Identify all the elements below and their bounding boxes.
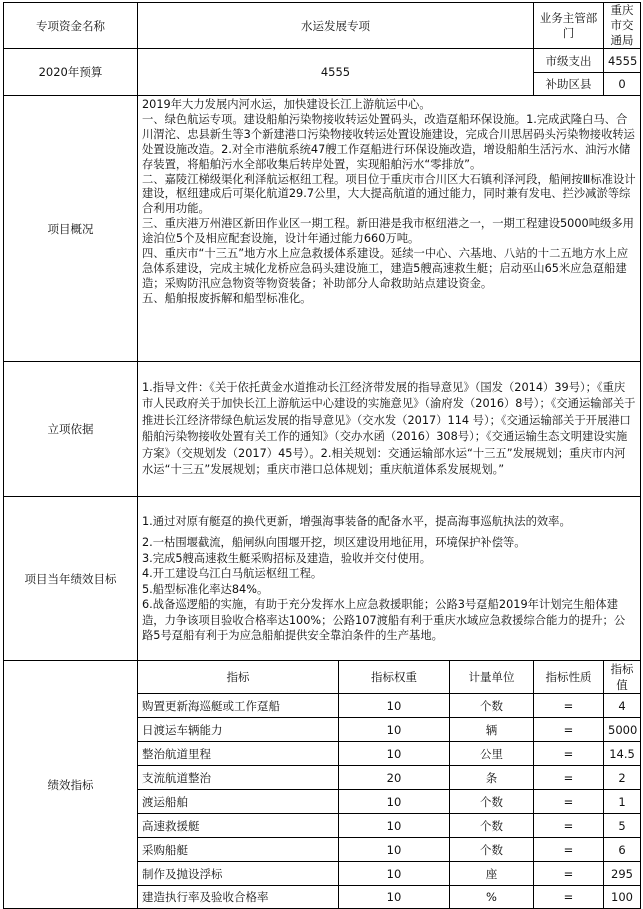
overview-text	[138, 96, 641, 362]
indicator-weight: 10	[339, 814, 450, 838]
indicator-value: 14.5	[604, 742, 641, 766]
indicator-nature: =	[534, 718, 604, 742]
indicator-weight: 10	[339, 742, 450, 766]
indicator-value: 5	[604, 814, 641, 838]
indicator-name: 整治航道里程	[138, 742, 339, 766]
overview-paragraph: 二、嘉陵江梯级渠化利泽航运枢纽工程。项目位于重庆市合川区大石镇利泽河段，船闸按Ⅲ标准设计建设，枢纽建成后可渠化航道29.7公里，大大提高航道的通过能力，同时兼有发电、拦沙减淤等综合利用功能。	[142, 172, 636, 216]
district-subsidy-label: 补助区县	[534, 73, 604, 96]
target-item: 4.开工建设乌江白马航运枢纽工程。	[142, 567, 323, 580]
indicator-value: 2	[604, 766, 641, 790]
indicator-name: 采购船艇	[138, 838, 339, 862]
indicator-name: 支流航道整治	[138, 766, 339, 790]
indicator-header-unit: 计量单位	[450, 661, 534, 694]
overview-paragraph: 三、重庆港万州港区新田作业区一期工程。新田港是我市枢纽港之一，一期工程建设5000吨级多用途泊位5个及相应配套设施，设计年通过能力660万吨。	[142, 217, 634, 246]
dept-label: 业务主管部门	[534, 3, 604, 49]
indicator-name: 高速救援艇	[138, 814, 339, 838]
overview-paragraph: 2019年大力发展内河水运，加快建设长江上游航运中心。	[142, 98, 431, 111]
district-subsidy-value: 0	[604, 73, 641, 96]
target-item: 1.通过对原有艇趸的换代更新，增强海事装备的配备水平，提高海事巡航执法的效率。	[142, 514, 571, 528]
city-expense-value: 4555	[604, 49, 641, 73]
indicator-weight: 10	[339, 718, 450, 742]
indicator-header-nature: 指标性质	[534, 661, 604, 694]
indicator-weight: 20	[339, 766, 450, 790]
indicator-nature: =	[534, 886, 604, 909]
fund-table	[3, 2, 641, 909]
overview-paragraph: 五、船舶报废拆解和船型标准化。	[142, 291, 312, 305]
indicator-weight: 10	[339, 694, 450, 718]
indicator-value: 1	[604, 790, 641, 814]
target-item: 6.战备巡逻船的实施，有助于充分发挥水上应急救援职能；公路3号趸船2019年计划完生船体建造，力争该项目验收合格率达100%；公路107渡船有利于重庆水域应急救援综合能力的提升；公路5号趸船有利于为应急船舶提供安全靠泊条件的生产基地。	[142, 598, 626, 642]
indicator-unit: 辆	[450, 718, 534, 742]
indicator-weight: 10	[339, 790, 450, 814]
indicator-unit: 个数	[450, 838, 534, 862]
indicator-unit: 公里	[450, 742, 534, 766]
indicator-name: 日渡运车辆能力	[138, 718, 339, 742]
indicator-name: 购置更新海巡艇或工作趸船	[138, 694, 339, 718]
indicator-nature: =	[534, 742, 604, 766]
indicator-weight: 10	[339, 862, 450, 886]
indicator-weight: 10	[339, 838, 450, 862]
indicator-value: 100	[604, 886, 641, 909]
indicator-value: 295	[604, 862, 641, 886]
targets-text	[138, 497, 641, 661]
indicator-value: 6	[604, 838, 641, 862]
indicator-name: 制作及抛设浮标	[138, 862, 339, 886]
indicator-nature: =	[534, 694, 604, 718]
indicator-nature: =	[534, 766, 604, 790]
fund-name-label: 专项资金名称	[4, 3, 138, 49]
target-item: 3.完成5艘高速救生艇采购招标及建造，验收并交付使用。	[142, 551, 432, 565]
target-item: 2.一枯围堰截流，船闸纵向围堰开挖，坝区建设用地征用，环境保护补偿等。	[142, 536, 526, 549]
indicators-label: 绩效指标	[4, 661, 138, 909]
indicator-weight: 10	[339, 886, 450, 909]
city-expense-label: 市级支出	[534, 49, 604, 73]
indicator-nature: =	[534, 862, 604, 886]
indicator-header-weight: 指标权重	[339, 661, 450, 694]
overview-label: 项目概况	[4, 96, 138, 362]
indicator-unit: 个数	[450, 790, 534, 814]
indicator-nature: =	[534, 790, 604, 814]
fund-name: 水运发展专项	[138, 3, 534, 49]
indicator-unit: 个数	[450, 814, 534, 838]
indicator-name: 渡运船舶	[138, 790, 339, 814]
indicator-header-value: 指标值	[604, 661, 641, 694]
indicator-unit: %	[450, 886, 534, 909]
basis-label: 立项依据	[4, 362, 138, 497]
indicator-unit: 个数	[450, 694, 534, 718]
indicator-nature: =	[534, 814, 604, 838]
dept-name: 重庆市交通局	[604, 3, 641, 49]
indicator-header-name: 指标	[138, 661, 339, 694]
indicator-unit: 座	[450, 862, 534, 886]
indicator-value: 4	[604, 694, 641, 718]
targets-label: 项目当年绩效目标	[4, 497, 138, 661]
target-item: 5.船型标准化率达84%。	[142, 582, 269, 596]
indicator-name: 建造执行率及验收合格率	[138, 886, 339, 909]
budget-year-label: 2020年预算	[4, 49, 138, 96]
indicator-unit: 条	[450, 766, 534, 790]
overview-paragraph: 一、绿色航运专项。建设船舶污染物接收转运处置码头，改造趸船环保设施。1.完成武隆白马、合川渭沱、忠县新生等3个新建港口污染物接收转运处置设施建设，完成合川思居码头污染物接收转运处置设施改造。2.对全市港航系统47艘工作趸船进行环保设施改造，增设船舶生活污水、油污水储存装置，将船舶污水全部收集后转岸处置，实现船舶污水“零排放”。	[142, 112, 635, 171]
basis-text: 1.指导文件：《关于依托黄金水道推动长江经济带发展的指导意见》（国发（2014）39号）；《重庆市人民政府关于加快长江上游航运中心建设的实施意见》（渝府发（2016）8号）；《交通运输部关于推进长江经济带绿色航运发展的指导意见》（交水发（2017）114 号）；《交通运输部关于开展港口船舶污染物接收处置有关工作的通知》（交办水函（2016）308号）；《交通运输生态文明建设实施方案》（交规划发（2017）45号）。2.相关规划：交通运输部水运“十三五”发展规划；重庆市内河水运“十三五”发展规划；重庆市港口总体规划；重庆航道体系发展规划。”	[138, 362, 641, 497]
overview-paragraph: 四、重庆市“十三五”地方水上应急救援体系建设。延续一中心、六基地、八站的十二五地方水上应急体系建设，完成主城化龙桥应急码头建设施工，建造5艘高速救生艇；启动巫山65米应急趸船建造；采购防汛应急物资等物资装备；补助部分人命救助站点建设资金。	[142, 247, 629, 290]
budget-amount: 4555	[138, 49, 534, 96]
indicator-nature: =	[534, 838, 604, 862]
indicator-value: 5000	[604, 718, 641, 742]
